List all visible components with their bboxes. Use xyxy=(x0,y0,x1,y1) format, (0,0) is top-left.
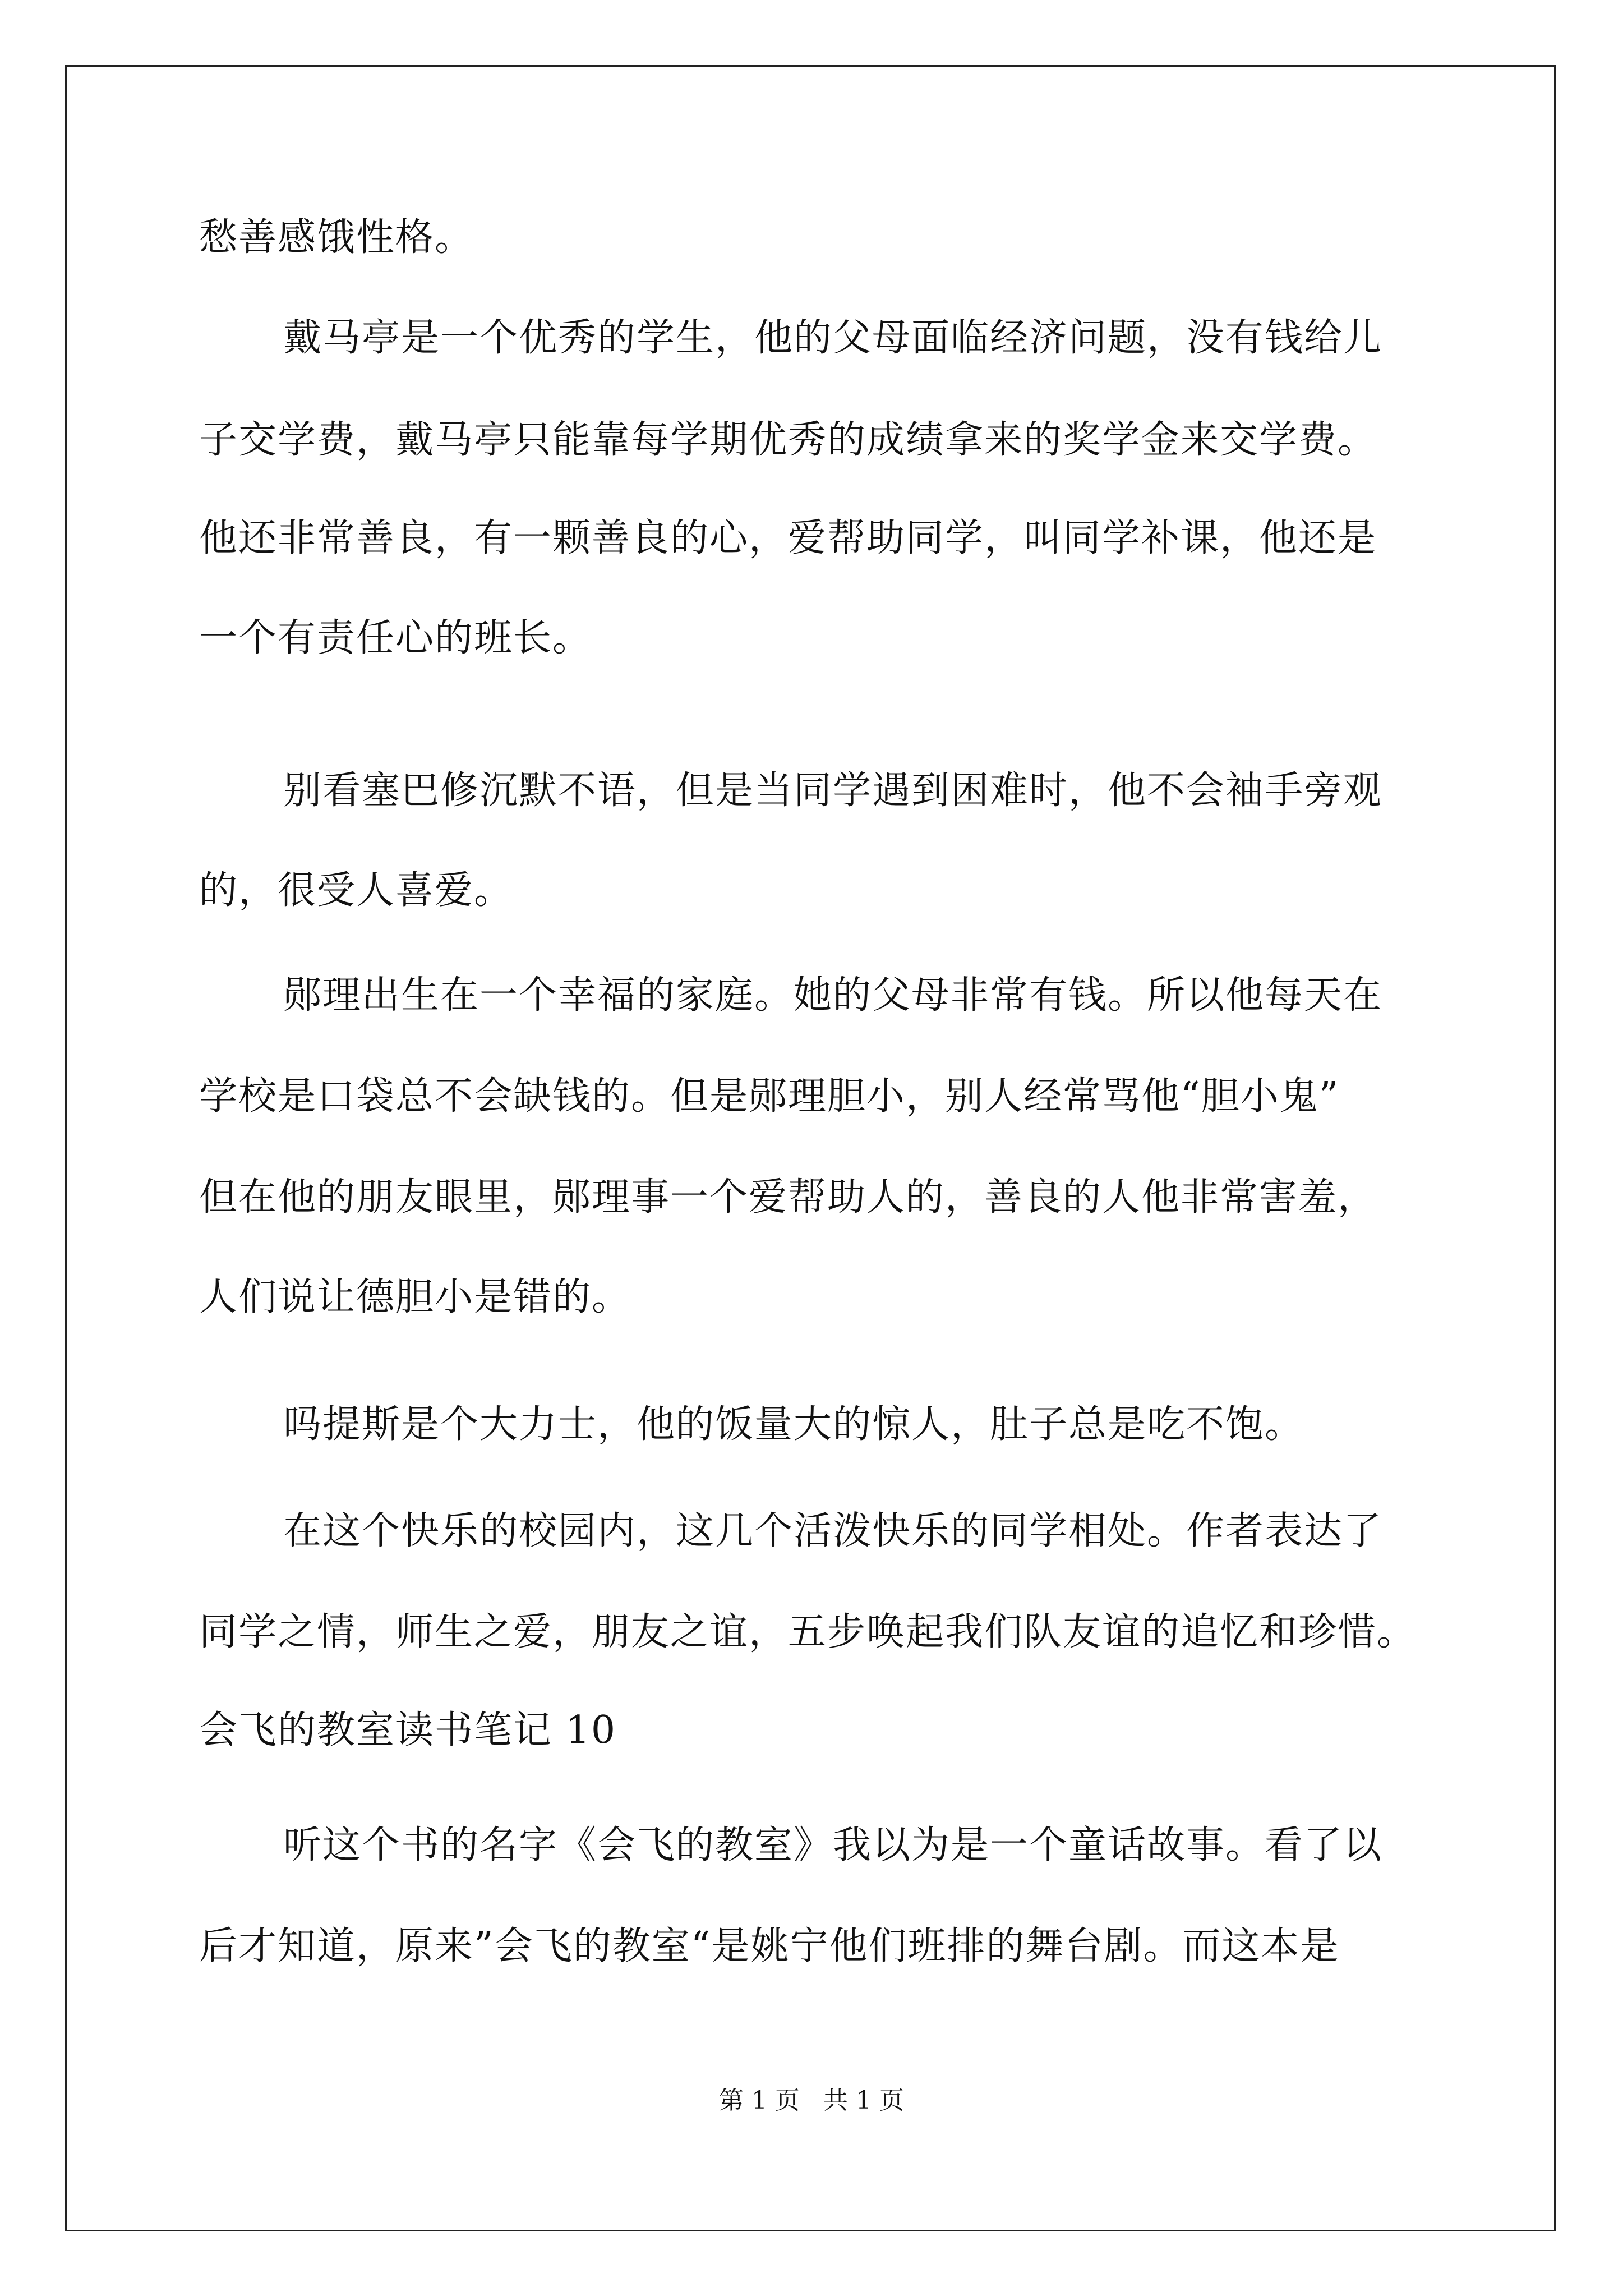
text-line-12: 吗提斯是个大力士，他的饭量大的惊人，肚子总是吃不饱。 xyxy=(283,1402,1304,1447)
text-line-16: 听这个书的名字《会飞的教室》我以为是一个童话故事。看了以 xyxy=(283,1823,1383,1867)
text-line-2: 戴马亭是一个优秀的学生，他的父母面临经济问题，没有钱给儿 xyxy=(283,316,1383,360)
text-line-7: 的，很受人喜爱。 xyxy=(199,868,514,913)
text-line-6: 别看塞巴修沉默不语，但是当同学遇到困难时，他不会袖手旁观 xyxy=(283,769,1383,813)
text-line-9: 学校是口袋总不会缺钱的。但是郧理胆小，别人经常骂他“胆小鬼” xyxy=(199,1074,1340,1119)
page-footer: 第 1 页 共 1 页 xyxy=(719,2086,904,2115)
text-line-13: 在这个快乐的校园内，这几个活泼快乐的同学相处。作者表达了 xyxy=(283,1509,1383,1553)
text-line-4: 他还非常善良，有一颗善良的心，爱帮助同学，叫同学补课，他还是 xyxy=(199,516,1377,560)
section-heading: 会飞的教室读书笔记 10 xyxy=(199,1708,617,1752)
text-line-8: 郧理出生在一个幸福的家庭。她的父母非常有钱。所以他每天在 xyxy=(283,973,1383,1018)
text-line-3: 子交学费，戴马亭只能靠每学期优秀的成绩拿来的奖学金来交学费。 xyxy=(199,418,1377,462)
text-line-10: 但在他的朋友眼里，郧理事一个爱帮助人的，善良的人他非常害羞， xyxy=(199,1175,1377,1220)
text-line-5: 一个有责任心的班长。 xyxy=(199,616,592,660)
text-line-11: 人们说让德胆小是错的。 xyxy=(199,1275,631,1319)
page-border xyxy=(65,65,1556,2231)
text-line-17: 后才知道，原来”会飞的教室“是姚宁他们班排的舞台剧。而这本是 xyxy=(199,1924,1340,1968)
text-line-14: 同学之情，师生之爱，朋友之谊，五步唤起我们队友谊的追忆和珍惜。 xyxy=(199,1610,1417,1654)
text-line-1: 愁善感饿性格。 xyxy=(199,215,474,260)
